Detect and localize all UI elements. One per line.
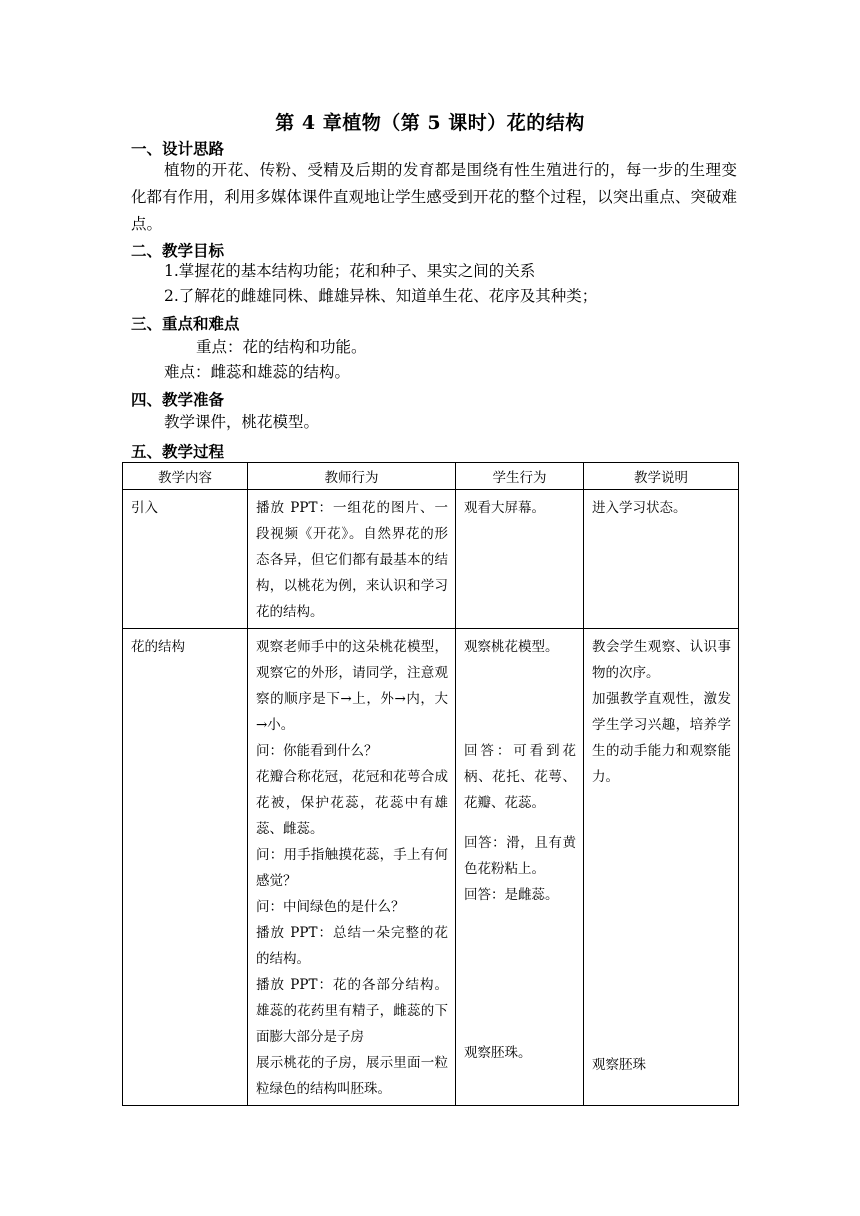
teacher-line: 观察老师手中的这朵桃花模型，观察它的外形，请同学，注意观察的顺序是下→上，外→内，大→小。: [256, 639, 448, 733]
design-paragraph: 植物的开花、传粉、受精及后期的发育都是围绕有性生殖进行的，每一步的生理变化都有作用，利用多媒体课件直观地让学生感受到开花的整个过程，以突出重点、突破难点。: [131, 161, 737, 233]
section-heading-key-points: 三、重点和难点: [131, 314, 240, 333]
goal-item-2: 2.了解花的雌雄同株、雌雄异株、知道单生花、花序及其种类；: [164, 287, 598, 305]
difficulty-text: 难点：雌蕊和雄蕊的结构。: [164, 363, 351, 381]
table-header-row: [123, 463, 739, 490]
table-row: [123, 629, 739, 1106]
student-line: 观察胚珠。: [464, 1045, 532, 1061]
student-line: 回答：是雌蕊。: [464, 887, 559, 903]
section-heading-goals: 二、教学目标: [131, 241, 225, 260]
note-line: 观察胚珠: [592, 1057, 646, 1073]
header-teacher: 教师行为: [248, 463, 456, 490]
section-heading-process: 五、教学过程: [131, 442, 225, 461]
header-student: 学生行为: [456, 463, 584, 490]
cell-note: [584, 629, 739, 1106]
student-line: 观看大屏幕。: [464, 500, 545, 516]
document-title: 第 4 章植物（第 5 课时）花的结构: [275, 112, 585, 134]
teacher-line: 问：你能看到什么？: [256, 743, 378, 759]
teacher-line: 展示桃花的子房，展示里面一粒粒绿色的结构叫胚珠。: [256, 1055, 448, 1097]
note-line: 教会学生观察、认识事物的次序。: [592, 639, 731, 681]
header-note: 教学说明: [584, 463, 739, 490]
goal-item-1: 1.掌握花的基本结构功能；花和种子、果实之间的关系: [164, 262, 536, 280]
student-line: 观察桃花模型。: [464, 639, 559, 655]
section-heading-prep: 四、教学准备: [131, 390, 225, 409]
cell-teacher: [248, 629, 456, 1106]
note-line: 加强教学直观性，激发学生学习兴趣，培养学生的动手能力和观察能力。: [592, 691, 731, 785]
teacher-line: 问：中间绿色的是什么？: [256, 899, 405, 915]
key-point-text: 重点：花的结构和功能。: [196, 338, 367, 356]
teacher-line: 播放 PPT：总结一朵完整的花的结构。: [256, 925, 448, 967]
student-line: 回答：滑，且有黄色花粉粘上。: [464, 835, 576, 877]
cell-content: 花的结构: [123, 629, 248, 1106]
table-row: [123, 490, 739, 629]
cell-content: 引入: [123, 490, 248, 629]
header-content: 教学内容: [123, 463, 248, 490]
teacher-line: 播放 PPT：花的各部分结构。雄蕊的花药里有精子，雌蕊的下面膨大部分是子房: [256, 977, 448, 1045]
student-line: 回答：可看到花柄、花托、花萼、花瓣、花蕊。: [464, 743, 576, 811]
cell-teacher: [248, 490, 456, 629]
teacher-line: 播放 PPT：一组花的图片、一段视频《开花》。自然界花的形态各异，但它们都有最基本的结构，以桃花为例，来认识和学习花的结构。: [256, 500, 448, 620]
note-line: 进入学习状态。: [592, 500, 687, 516]
prep-text: 教学课件，桃花模型。: [164, 413, 320, 431]
cell-student: [456, 490, 584, 629]
cell-student: [456, 629, 584, 1106]
section-heading-design: 一、设计思路: [131, 139, 225, 158]
teaching-process-table: [122, 462, 739, 1106]
cell-note: [584, 490, 739, 629]
teacher-line: 花瓣合称花冠，花冠和花萼合成花被，保护花蕊，花蕊中有雄蕊、雌蕊。: [256, 769, 448, 837]
teacher-line: 问：用手指触摸花蕊，手上有何感觉？: [256, 847, 448, 889]
